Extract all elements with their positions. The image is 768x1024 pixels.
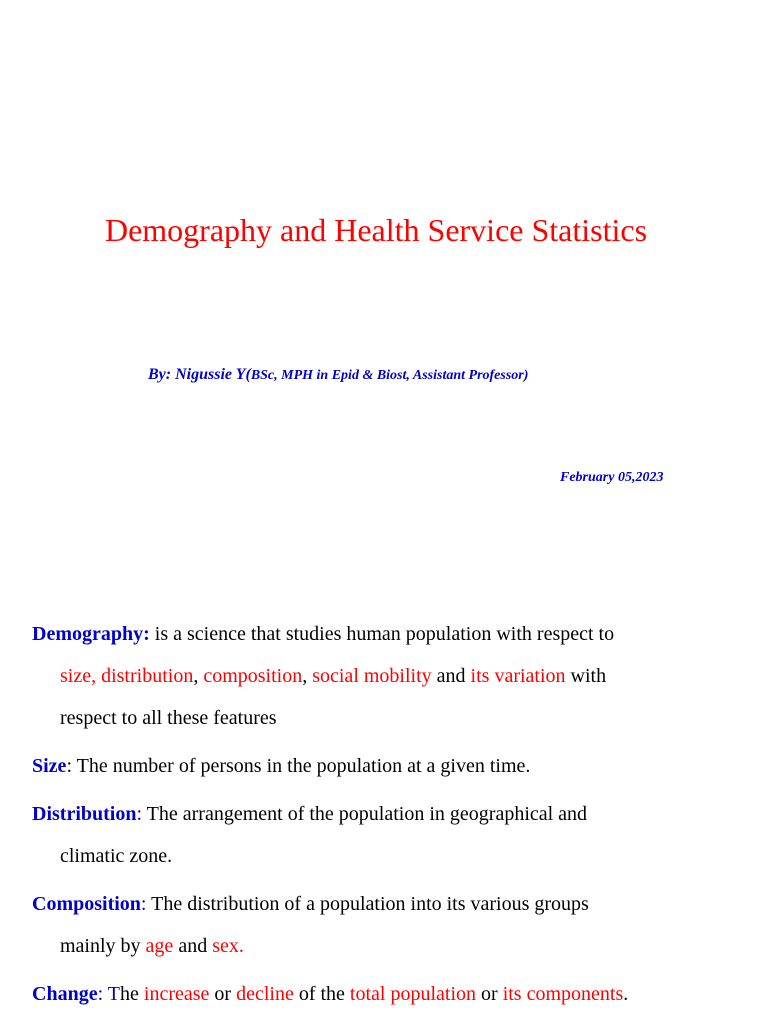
highlight-its-components: its components: [502, 983, 624, 1005]
author-byline: [148, 365, 528, 386]
distribution-definition-line-1: [32, 800, 587, 828]
term-distribution: Distribution: [32, 803, 137, 825]
term-size: Size: [32, 755, 67, 777]
term-colon: :: [140, 893, 147, 915]
composition-definition-line-1: [32, 890, 589, 918]
slide-title: Demography and Health Service Statistics: [104, 212, 648, 248]
author-credentials: BSc, MPH in Epid & Biost, Assistant Professor): [250, 368, 529, 383]
change-definition: [32, 980, 628, 1008]
composition-text: The distribution of a population into its various groups: [146, 893, 589, 915]
highlight-its-variation: its variation: [470, 665, 566, 687]
term-demography: Demography:: [32, 623, 150, 645]
connector-text: with: [565, 665, 607, 687]
connector-text: or: [209, 983, 237, 1005]
period: .: [623, 983, 629, 1005]
highlight-increase: increase: [143, 983, 210, 1005]
size-text: : The number of persons in the population at a given time.: [66, 755, 531, 777]
connector-text: and: [173, 935, 213, 957]
demography-definition-line-1: [32, 620, 614, 648]
demography-definition-line-3: respect to all these features: [60, 707, 277, 729]
term-change: Change: [32, 983, 98, 1005]
separator: ,: [193, 665, 204, 687]
highlight-decline: decline: [236, 983, 294, 1005]
term-colon: : T: [97, 983, 120, 1005]
highlight-sex: sex.: [212, 935, 244, 957]
connector-text: or: [476, 983, 503, 1005]
demography-text: is a science that studies human population with respect to: [149, 623, 615, 645]
term-colon: :: [136, 803, 143, 825]
connector-text: of the: [293, 983, 350, 1005]
author-name: By: Nigussie Y(: [148, 366, 251, 383]
distribution-text: The arrangement of the population in geographical and: [142, 803, 588, 825]
distribution-definition-line-2: climatic zone.: [60, 845, 173, 867]
demography-definition-line-2: [60, 662, 606, 690]
composition-definition-line-2: [60, 932, 244, 960]
size-definition: [32, 752, 530, 780]
connector-text: and: [431, 665, 471, 687]
composition-text-2: mainly by: [60, 935, 146, 957]
term-composition: Composition: [32, 893, 141, 915]
highlight-age: age: [145, 935, 174, 957]
highlight-composition: composition: [203, 665, 303, 687]
separator: ,: [302, 665, 313, 687]
presentation-date: February 05,2023: [560, 470, 664, 485]
highlight-social-mobility: social mobility: [312, 665, 432, 687]
change-text: he: [120, 983, 144, 1005]
highlight-size-distribution: size, distribution: [60, 665, 194, 687]
highlight-total-population: total population: [349, 983, 477, 1005]
